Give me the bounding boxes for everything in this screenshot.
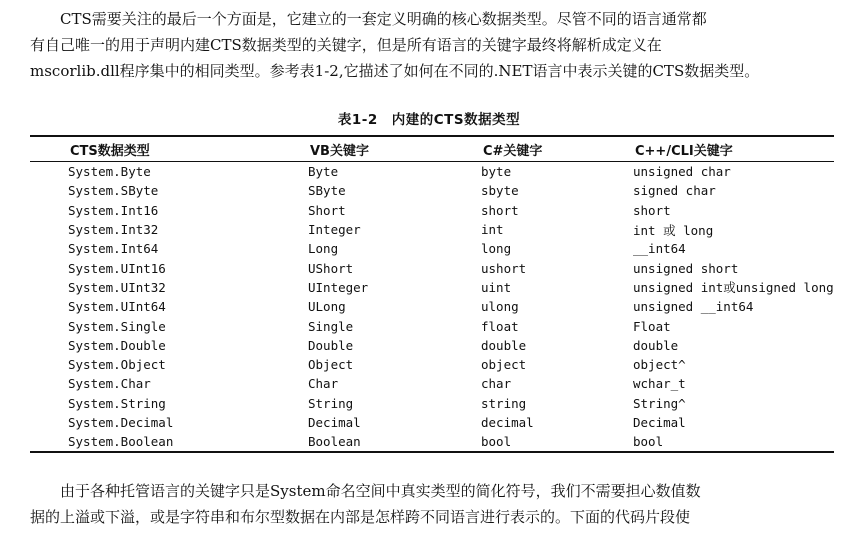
- cell-cts-type: System.String: [68, 395, 166, 411]
- closing-line: 由于各种托管语言的关键字只是System命名空间中真实类型的简化符号，我们不需要担心数值数: [60, 482, 701, 500]
- table-row: [30, 297, 834, 316]
- cell-csharp-keyword: sbyte: [481, 183, 519, 199]
- cell-vb-keyword: Boolean: [308, 434, 361, 450]
- cell-cpp-keyword: Decimal: [633, 415, 686, 430]
- table-header-row: [30, 137, 834, 162]
- cell-csharp-keyword: byte: [481, 164, 512, 180]
- intro-line: mscorlib.dll程序集中的相同类型。参考表1-2,它描述了如何在不同的.NET语言中表示关键的CTS数据类型。: [30, 62, 760, 80]
- cell-vb-keyword: Integer: [308, 222, 361, 238]
- table-row: [30, 413, 834, 432]
- cell-cts-type: System.Object: [68, 357, 166, 373]
- cell-cts-type: System.Int32: [68, 222, 159, 238]
- cell-cts-type: System.SByte: [68, 183, 159, 199]
- cell-vb-keyword: Char: [308, 376, 339, 392]
- cell-csharp-keyword: object: [481, 357, 527, 373]
- cell-csharp-keyword: int: [481, 222, 504, 238]
- cell-cts-type: System.Int64: [68, 241, 159, 257]
- cell-vb-keyword: Double: [308, 337, 354, 353]
- closing-line: 据的上溢或下溢，或是字符串和布尔型数据在内部是怎样跨不同语言进行表示的。下面的代码片段使: [30, 508, 691, 526]
- cts-types-table: [30, 135, 834, 453]
- cell-cpp-keyword: unsigned short: [633, 260, 739, 276]
- table-row: [30, 278, 834, 297]
- cell-csharp-keyword: string: [481, 395, 527, 411]
- cell-vb-keyword: UShort: [308, 260, 354, 276]
- cell-cpp-keyword: double: [633, 337, 679, 353]
- cell-cpp-keyword: object^: [633, 357, 686, 373]
- cell-csharp-keyword: long: [481, 241, 512, 257]
- cell-cpp-keyword: int 或 long: [633, 222, 714, 238]
- cell-cts-type: System.Single: [68, 318, 166, 334]
- header-cts-type: CTS数据类型: [70, 143, 150, 159]
- cell-vb-keyword: Byte: [308, 164, 339, 180]
- cell-cpp-keyword: unsigned int或unsigned long: [633, 280, 834, 296]
- table-row: [30, 201, 834, 220]
- cell-vb-keyword: Long: [308, 241, 339, 257]
- header-csharp-keyword: C#关键字: [483, 143, 543, 159]
- table-body: [30, 162, 834, 451]
- intro-paragraph: [30, 6, 835, 84]
- table-row: [30, 316, 834, 335]
- cell-cpp-keyword: Float: [633, 318, 671, 334]
- table-row: [30, 258, 834, 277]
- cell-vb-keyword: Object: [308, 357, 354, 373]
- cell-cpp-keyword: __int64: [633, 241, 686, 257]
- cell-csharp-keyword: double: [481, 337, 527, 353]
- cell-cts-type: System.Byte: [68, 164, 151, 180]
- header-cpp-keyword: C++/CLI关键字: [635, 143, 733, 159]
- cell-csharp-keyword: decimal: [481, 415, 534, 430]
- table-row: [30, 374, 834, 393]
- cell-cts-type: System.Char: [68, 376, 151, 392]
- cell-cts-type: System.Double: [68, 337, 166, 353]
- cell-cts-type: System.Boolean: [68, 434, 174, 450]
- cell-cpp-keyword: String^: [633, 395, 686, 411]
- table-row: [30, 239, 834, 258]
- cell-vb-keyword: UInteger: [308, 279, 369, 295]
- cell-csharp-keyword: ushort: [481, 260, 527, 276]
- cell-cpp-keyword: signed char: [633, 183, 716, 199]
- table-row: [30, 181, 834, 200]
- cell-vb-keyword: String: [308, 395, 354, 411]
- cell-csharp-keyword: char: [481, 376, 512, 392]
- table-row: [30, 394, 834, 413]
- cell-vb-keyword: ULong: [308, 299, 346, 315]
- header-vb-keyword: VB关键字: [310, 143, 369, 159]
- cell-cpp-keyword: unsigned __int64: [633, 299, 754, 315]
- cell-vb-keyword: SByte: [308, 183, 346, 199]
- cell-cpp-keyword: unsigned char: [633, 164, 731, 180]
- table-row: [30, 432, 834, 451]
- cell-csharp-keyword: bool: [481, 434, 512, 450]
- cell-cpp-keyword: wchar_t: [633, 376, 686, 392]
- cell-cts-type: System.Int16: [68, 202, 159, 218]
- cell-cpp-keyword: bool: [633, 434, 664, 450]
- intro-line: CTS需要关注的最后一个方面是，它建立的一套定义明确的核心数据类型。尽管不同的语言通常都: [60, 10, 707, 28]
- cell-cts-type: System.UInt32: [68, 279, 166, 295]
- cell-vb-keyword: Single: [308, 318, 354, 334]
- cell-cts-type: System.UInt64: [68, 299, 166, 315]
- cell-vb-keyword: Short: [308, 202, 346, 218]
- cell-cts-type: System.Decimal: [68, 415, 174, 430]
- table-caption: 表1-2 内建的CTS数据类型: [337, 112, 521, 128]
- table-row: [30, 162, 834, 181]
- table-row: [30, 355, 834, 374]
- cell-csharp-keyword: uint: [481, 279, 512, 295]
- table-row: [30, 220, 834, 239]
- cell-csharp-keyword: short: [481, 202, 519, 218]
- cell-csharp-keyword: float: [481, 318, 519, 334]
- cell-vb-keyword: Decimal: [308, 415, 361, 430]
- cell-cpp-keyword: short: [633, 202, 671, 218]
- table-row: [30, 336, 834, 355]
- cell-csharp-keyword: ulong: [481, 299, 519, 315]
- closing-paragraph: [30, 478, 835, 530]
- cell-cts-type: System.UInt16: [68, 260, 166, 276]
- intro-line: 有自己唯一的用于声明内建CTS数据类型的关键字，但是所有语言的关键字最终将解析成定义在: [30, 36, 662, 54]
